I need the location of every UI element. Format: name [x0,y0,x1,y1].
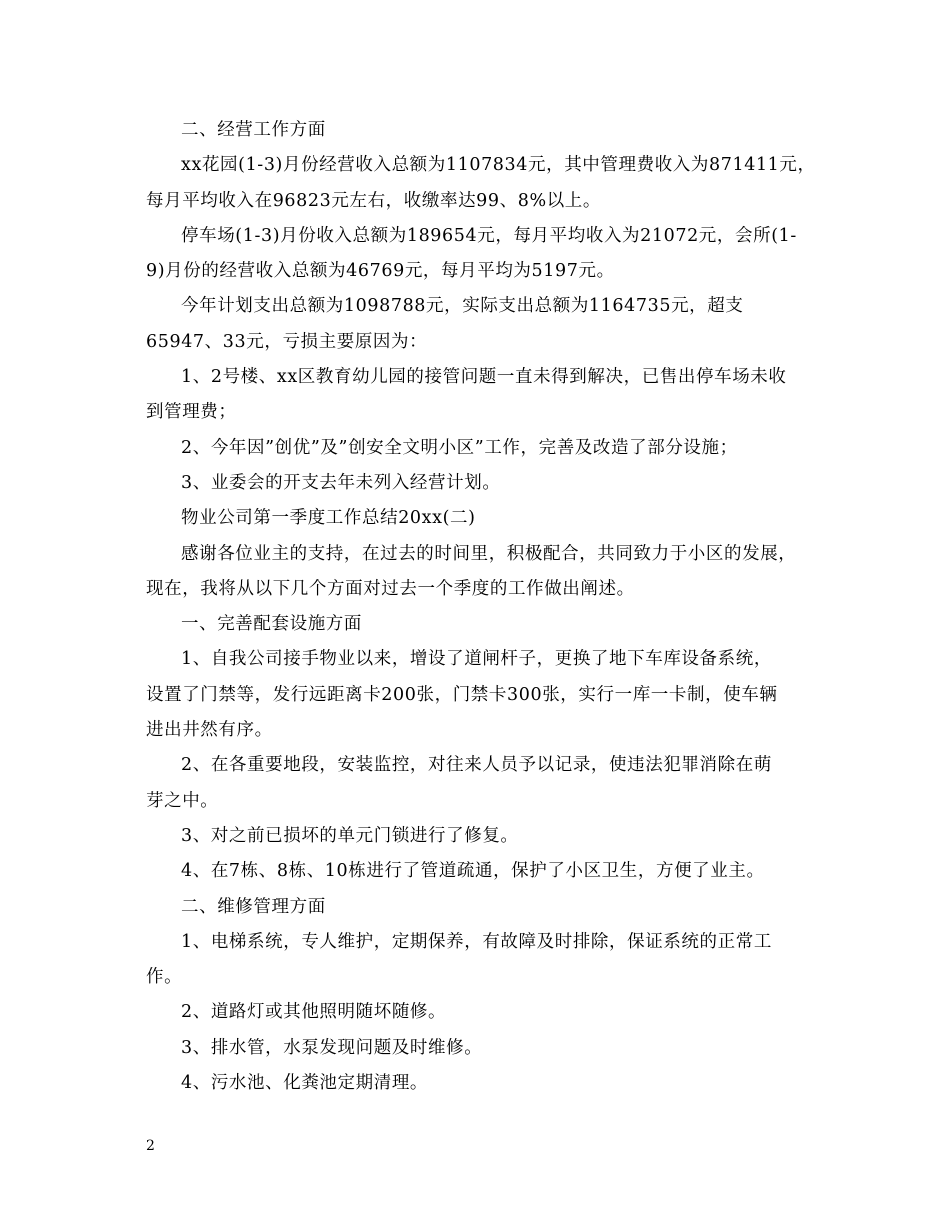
page-number: 2 [146,1138,155,1154]
text-line: 2、道路灯或其他照明随坏随修。 [181,1002,447,1023]
text-line: xx花园(1-3)月份经营收入总额为1107834元，其中管理费收入为871411元， [181,155,816,176]
text-line: 一、完善配套设施方面 [181,614,362,635]
text-line: 现在，我将从以下几个方面对过去一个季度的工作做出阐述。 [146,578,635,599]
text-line: 作。 [146,967,183,988]
text-line: 3、业委会的开支去年未列入经营计划。 [181,472,501,493]
text-line: 4、污水池、化粪池定期清理。 [181,1073,429,1094]
text-line: 1、自我公司接手物业以来，增设了道闸杆子，更换了地下车库设备系统， [181,649,772,670]
text-line: 每月平均收入在96823元左右，收缴率达99、8%以上。 [146,190,601,211]
text-line: 设置了门禁等，发行远距离卡200张，门禁卡300张，实行一库一卡制，使车辆 [146,684,778,705]
text-line: 9)月份的经营收入总额为46769元，每月平均为5197元。 [146,261,615,282]
text-line: 2、在各重要地段，安装监控，对往来人员予以记录，使违法犯罪消除在萌 [181,755,772,776]
text-line: 4、在7栋、8栋、10栋进行了管道疏通，保护了小区卫生，方便了业主。 [181,861,765,882]
text-line: 二、维修管理方面 [181,896,326,917]
text-line: 2、今年因”创优”及”创安全文明小区”工作，完善及改造了部分设施； [181,437,738,458]
text-line: 停车场(1-3)月份收入总额为189654元，每月平均收入为21072元，会所(1- [181,225,797,246]
document-body [146,117,816,1105]
text-line: 今年计划支出总额为1098788元，实际支出总额为1164735元，超支 [181,296,744,317]
text-line: 3、对之前已损坏的单元门锁进行了修复。 [181,825,519,846]
text-line: 1、2号楼、xx区教育幼儿园的接管问题一直未得到解决，已售出停车场未收 [181,367,787,388]
text-line: 感谢各位业主的支持，在过去的时间里，积极配合，共同致力于小区的发展， [181,543,797,564]
text-line: 到管理费； [146,402,237,423]
text-line: 二、经营工作方面 [181,120,326,140]
text-line: 3、排水管，水泵发现问题及时维修。 [181,1037,483,1058]
text-line: 芽之中。 [146,790,219,811]
text-line: 1、电梯系统，专人维护，定期保养，有故障及时排除，保证系统的正常工 [181,931,772,952]
text-line: 65947、33元，亏损主要原因为： [146,331,428,352]
text-line: 物业公司第一季度工作总结20xx(二) [181,508,476,529]
text-line: 进出井然有序。 [146,720,273,741]
